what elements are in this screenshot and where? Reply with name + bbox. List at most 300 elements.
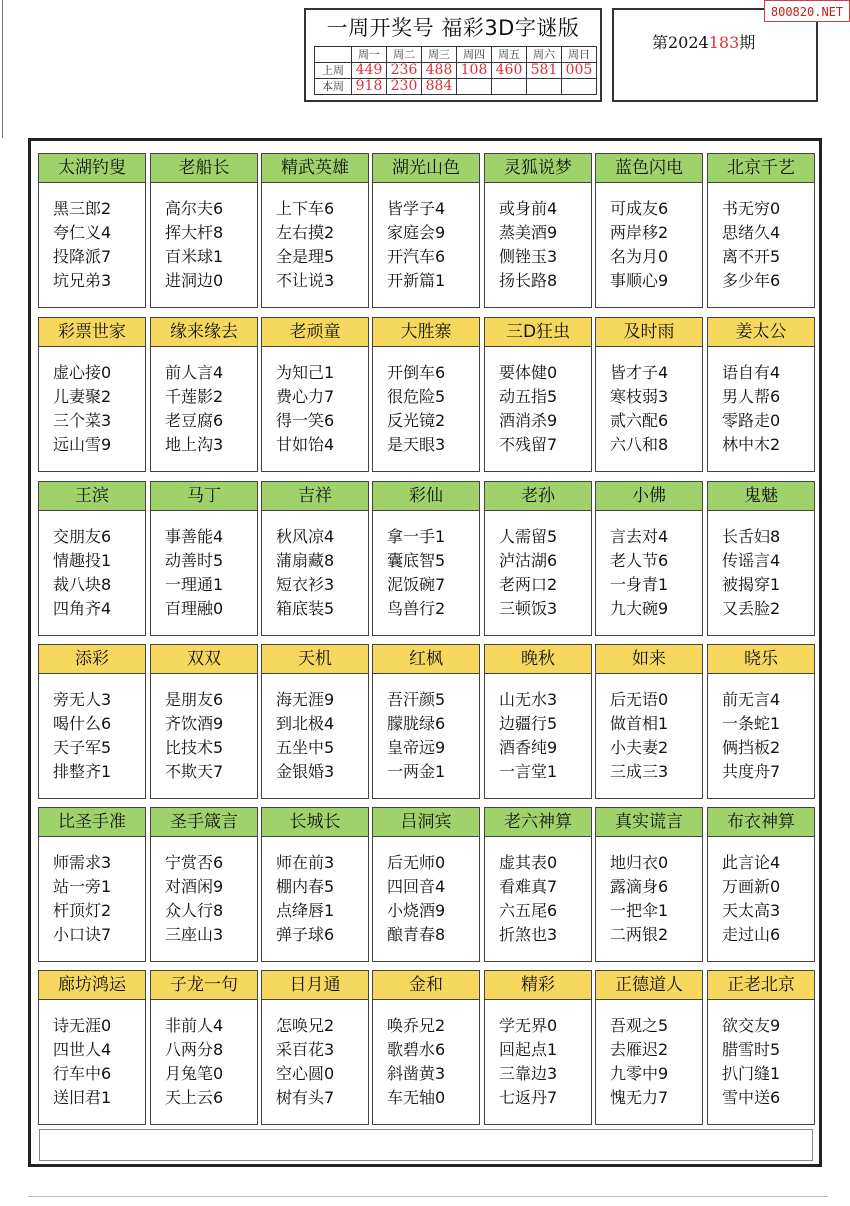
riddle-line: 坑兄弟3 (53, 271, 112, 290)
riddle-line: 斜凿黄3 (387, 1064, 446, 1083)
riddle-line: 站一旁1 (53, 877, 112, 896)
riddle-card (707, 807, 815, 962)
card-author: 晓乐 (708, 645, 814, 674)
card-body (262, 347, 368, 471)
riddle-line: 一身青1 (610, 575, 669, 594)
result-number: 005 (562, 63, 597, 79)
riddle-card (38, 644, 146, 799)
riddle-line: 要体健0 (499, 363, 558, 382)
riddle-line: 侧锉玉3 (499, 247, 558, 266)
riddle-card (707, 153, 815, 308)
card-author: 日月通 (262, 971, 368, 1000)
riddle-line: 三靠边3 (499, 1064, 558, 1083)
riddle-line: 七返丹7 (499, 1088, 558, 1107)
riddle-line: 酒香纯9 (499, 738, 558, 757)
card-author: 真实谎言 (596, 808, 702, 837)
issue-digits: 183 (708, 33, 740, 52)
riddle-line: 人需留5 (499, 527, 558, 546)
card-body (262, 183, 368, 307)
card-body (373, 183, 479, 307)
card-body (262, 1000, 368, 1124)
result-number: 460 (492, 63, 527, 79)
riddle-card (261, 481, 369, 636)
riddle-line: 鸟兽行2 (387, 599, 446, 618)
riddle-card (484, 644, 592, 799)
riddle-line: 小烧酒9 (387, 901, 446, 920)
card-author: 老孙 (485, 482, 591, 511)
riddle-line: 一条蛇1 (722, 714, 781, 733)
riddle-line: 书无穷0 (722, 199, 781, 218)
riddle-line: 欲交友9 (722, 1016, 781, 1035)
riddle-line: 情趣投1 (53, 551, 112, 570)
riddle-line: 天太高3 (722, 901, 781, 920)
riddle-line: 思绪久4 (722, 223, 781, 242)
day-header: 周四 (457, 47, 492, 63)
day-header: 周六 (527, 47, 562, 63)
riddle-card (372, 807, 480, 962)
card-body (596, 837, 702, 961)
riddle-card (484, 970, 592, 1125)
card-body (485, 674, 591, 798)
issue-prefix: 第2024 (652, 33, 709, 52)
riddle-line: 交朋友6 (53, 527, 112, 546)
result-number (492, 79, 527, 95)
riddle-line: 事顺心9 (610, 271, 669, 290)
card-body (151, 183, 257, 307)
card-body (39, 674, 145, 798)
day-header: 周五 (492, 47, 527, 63)
riddle-line: 露滴身6 (610, 877, 669, 896)
riddle-line: 上下车6 (276, 199, 335, 218)
riddle-line: 林中木2 (722, 435, 781, 454)
riddle-line: 酿青春8 (387, 925, 446, 944)
riddle-line: 地上沟3 (165, 435, 224, 454)
riddle-card (484, 807, 592, 962)
riddle-line: 挥大杆8 (165, 223, 224, 242)
riddle-line: 动五指5 (499, 387, 558, 406)
riddle-card (707, 644, 815, 799)
riddle-line: 寒枝弱3 (610, 387, 669, 406)
riddle-card (150, 970, 258, 1125)
result-number: 236 (387, 63, 422, 79)
card-author: 金和 (373, 971, 479, 1000)
riddle-line: 多少年6 (722, 271, 781, 290)
riddle-card (595, 153, 703, 308)
riddle-line: 左右摸2 (276, 223, 335, 242)
card-author: 彩仙 (373, 482, 479, 511)
riddle-line: 一两金1 (387, 762, 446, 781)
card-author: 比圣手准 (39, 808, 145, 837)
riddle-line: 拿一手1 (387, 527, 446, 546)
riddle-card (150, 317, 258, 472)
riddle-line: 空心圆0 (276, 1064, 335, 1083)
riddle-line: 家庭会9 (387, 223, 446, 242)
card-author: 三D狂虫 (485, 318, 591, 347)
card-author: 精武英雄 (262, 154, 368, 183)
card-body (485, 511, 591, 635)
riddle-card (150, 481, 258, 636)
card-author: 子龙一句 (151, 971, 257, 1000)
card-body (708, 674, 814, 798)
riddle-line: 排整齐1 (53, 762, 112, 781)
riddle-line: 俩挡板2 (722, 738, 781, 757)
card-body (485, 1000, 591, 1124)
riddle-line: 高尔夫6 (165, 199, 224, 218)
riddle-line: 杆顶灯2 (53, 901, 112, 920)
last-week-row (315, 63, 597, 79)
riddle-line: 长舌妇8 (722, 527, 781, 546)
riddle-line: 开新篇1 (387, 271, 446, 290)
card-body (39, 511, 145, 635)
riddle-line: 箱底装5 (276, 599, 335, 618)
riddle-line: 投降派7 (53, 247, 112, 266)
riddle-line: 扒门缝1 (722, 1064, 781, 1083)
card-author: 灵狐说梦 (485, 154, 591, 183)
card-body (373, 674, 479, 798)
card-author: 吉祥 (262, 482, 368, 511)
result-number (527, 79, 562, 95)
riddle-line: 师需求3 (53, 853, 112, 872)
riddle-card (484, 317, 592, 472)
card-body (708, 837, 814, 961)
card-body (596, 347, 702, 471)
riddle-card (595, 807, 703, 962)
card-body (708, 347, 814, 471)
riddle-line: 前无言4 (722, 690, 781, 709)
riddle-line: 众人行8 (165, 901, 224, 920)
riddle-line: 蒸美酒9 (499, 223, 558, 242)
riddle-line: 全是理5 (276, 247, 335, 266)
riddle-line: 进洞边0 (165, 271, 224, 290)
riddle-line: 采百花3 (276, 1040, 335, 1059)
riddle-line: 山无水3 (499, 690, 558, 709)
riddle-card (261, 153, 369, 308)
card-author: 红枫 (373, 645, 479, 674)
riddle-card (595, 970, 703, 1125)
riddle-line: 看难真7 (499, 877, 558, 896)
riddle-line: 扬长路8 (499, 271, 558, 290)
result-number: 884 (422, 79, 457, 95)
riddle-line: 不欺天7 (165, 762, 224, 781)
riddle-line: 点绛唇1 (276, 901, 335, 920)
riddle-card (707, 481, 815, 636)
riddle-line: 费心力7 (276, 387, 335, 406)
riddle-card (150, 807, 258, 962)
riddle-line: 囊底智5 (387, 551, 446, 570)
card-body (151, 674, 257, 798)
riddle-line: 老人节6 (610, 551, 669, 570)
corner-cell (315, 47, 352, 63)
riddle-line: 甘如饴4 (276, 435, 335, 454)
riddle-line: 弹子球6 (276, 925, 335, 944)
riddle-line: 又丢脸2 (722, 599, 781, 618)
card-author: 晚秋 (485, 645, 591, 674)
riddle-card (595, 317, 703, 472)
card-body (373, 347, 479, 471)
riddle-line: 三座山3 (165, 925, 224, 944)
riddle-card (261, 807, 369, 962)
riddle-line: 前人言4 (165, 363, 224, 382)
riddle-line: 朦胧绿6 (387, 714, 446, 733)
riddle-line: 虚心接0 (53, 363, 112, 382)
header-title: 一周开奖号 福彩3D字谜版 (326, 16, 580, 40)
riddle-line: 事善能4 (165, 527, 224, 546)
riddle-line: 腊雪时5 (722, 1040, 781, 1059)
card-author: 圣手箴言 (151, 808, 257, 837)
riddle-line: 对酒闲9 (165, 877, 224, 896)
riddle-line: 很危险5 (387, 387, 446, 406)
card-author: 大胜寨 (373, 318, 479, 347)
card-body (151, 1000, 257, 1124)
riddle-line: 车无轴0 (387, 1088, 446, 1107)
riddle-line: 共度舟7 (722, 762, 781, 781)
riddle-line: 是朋友6 (165, 690, 224, 709)
riddle-line: 短衣衫3 (276, 575, 335, 594)
riddle-line: 六五尾6 (499, 901, 558, 920)
card-author: 正老北京 (708, 971, 814, 1000)
riddle-line: 为知己1 (276, 363, 335, 382)
days-row (315, 47, 597, 63)
riddle-line: 皆学子4 (387, 199, 446, 218)
row-label: 本周 (315, 79, 352, 95)
riddle-line: 去雁迟2 (610, 1040, 669, 1059)
card-author: 廊坊鸿运 (39, 971, 145, 1000)
card-body (596, 511, 702, 635)
card-body (39, 1000, 145, 1124)
riddle-line: 月兔笔0 (165, 1064, 224, 1083)
riddle-card (261, 644, 369, 799)
riddle-card (707, 317, 815, 472)
card-author: 蓝色闪电 (596, 154, 702, 183)
result-number (562, 79, 597, 95)
card-author: 鬼魅 (708, 482, 814, 511)
riddle-line: 学无界0 (499, 1016, 558, 1035)
riddle-line: 老豆腐6 (165, 411, 224, 430)
riddle-card (372, 317, 480, 472)
riddle-line: 五坐中5 (276, 738, 335, 757)
riddle-line: 折煞也3 (499, 925, 558, 944)
card-author: 老六神算 (485, 808, 591, 837)
riddle-line: 泥饭碗7 (387, 575, 446, 594)
riddle-line: 树有头7 (276, 1088, 335, 1107)
riddle-card (38, 970, 146, 1125)
result-number: 449 (352, 63, 387, 79)
riddle-line: 远山雪9 (53, 435, 112, 454)
card-author: 小佛 (596, 482, 702, 511)
riddle-line: 吾汗颜5 (387, 690, 446, 709)
weekly-results-table (314, 46, 597, 95)
riddle-line: 一理通1 (165, 575, 224, 594)
card-body (596, 183, 702, 307)
card-author: 马丁 (151, 482, 257, 511)
card-body (596, 674, 702, 798)
day-header: 周二 (387, 47, 422, 63)
riddle-card (38, 317, 146, 472)
riddle-card (484, 153, 592, 308)
day-header: 周日 (562, 47, 597, 63)
riddle-card (372, 153, 480, 308)
riddle-line: 唤乔兄2 (387, 1016, 446, 1035)
riddle-line: 不残留7 (499, 435, 558, 454)
riddle-line: 后无语0 (610, 690, 669, 709)
riddle-line: 万画新0 (722, 877, 781, 896)
riddle-line: 秋风凉4 (276, 527, 335, 546)
riddle-line: 是天眼3 (387, 435, 446, 454)
card-author: 老顽童 (262, 318, 368, 347)
card-author: 精彩 (485, 971, 591, 1000)
riddle-card (38, 807, 146, 962)
riddle-line: 不让说3 (276, 271, 335, 290)
card-author: 如来 (596, 645, 702, 674)
riddle-line: 天上云6 (165, 1088, 224, 1107)
riddle-line: 二两银2 (610, 925, 669, 944)
card-author: 添彩 (39, 645, 145, 674)
bottom-rule (28, 1196, 828, 1197)
riddle-line: 金银婚3 (276, 762, 335, 781)
riddle-line: 诗无涯0 (53, 1016, 112, 1035)
card-body (39, 183, 145, 307)
riddle-line: 三成三3 (610, 762, 669, 781)
card-author: 及时雨 (596, 318, 702, 347)
riddle-line: 旁无人3 (53, 690, 112, 709)
day-header: 周一 (352, 47, 387, 63)
riddle-line: 四世人4 (53, 1040, 112, 1059)
riddle-line: 齐饮酒9 (165, 714, 224, 733)
riddle-line: 可成友6 (610, 199, 669, 218)
riddle-line: 宁赏否6 (165, 853, 224, 872)
riddle-line: 小口诀7 (53, 925, 112, 944)
riddle-line: 百理融0 (165, 599, 224, 618)
riddle-line: 小夫妻2 (610, 738, 669, 757)
riddle-line: 蒲扇藏8 (276, 551, 335, 570)
card-author: 缘来缘去 (151, 318, 257, 347)
riddle-line: 地归衣0 (610, 853, 669, 872)
riddle-line: 送旧君1 (53, 1088, 112, 1107)
riddle-card (372, 970, 480, 1125)
card-author: 湖光山色 (373, 154, 479, 183)
riddle-line: 名为月0 (610, 247, 669, 266)
riddle-line: 动善时5 (165, 551, 224, 570)
riddle-line: 行车中6 (53, 1064, 112, 1083)
card-body (708, 183, 814, 307)
riddle-line: 后无师0 (387, 853, 446, 872)
card-body (485, 183, 591, 307)
riddle-card (150, 153, 258, 308)
card-author: 彩票世家 (39, 318, 145, 347)
riddle-line: 裁八块8 (53, 575, 112, 594)
riddle-line: 两岸移2 (610, 223, 669, 242)
day-header: 周三 (422, 47, 457, 63)
riddle-card (595, 481, 703, 636)
riddle-line: 零路走0 (722, 411, 781, 430)
riddle-line: 百米球1 (165, 247, 224, 266)
issue-suffix: 期 (739, 33, 756, 52)
row-label: 上周 (315, 63, 352, 79)
riddle-line: 被揭穿1 (722, 575, 781, 594)
card-author: 长城长 (262, 808, 368, 837)
riddle-card (261, 970, 369, 1125)
riddle-line: 九大碗9 (610, 599, 669, 618)
card-body (151, 347, 257, 471)
riddle-card (38, 481, 146, 636)
card-body (485, 347, 591, 471)
result-number: 918 (352, 79, 387, 95)
result-number: 581 (527, 63, 562, 79)
riddle-line: 黑三郎2 (53, 199, 112, 218)
card-author: 姜太公 (708, 318, 814, 347)
riddle-line: 棚内春5 (276, 877, 335, 896)
card-body (262, 511, 368, 635)
riddle-line: 传谣言4 (722, 551, 781, 570)
card-author: 太湖钓叟 (39, 154, 145, 183)
riddle-line: 一言堂1 (499, 762, 558, 781)
riddle-line: 回起点1 (499, 1040, 558, 1059)
card-body (373, 837, 479, 961)
riddle-line: 男人帮6 (722, 387, 781, 406)
riddle-line: 酒消杀9 (499, 411, 558, 430)
riddle-line: 三个菜3 (53, 411, 112, 430)
card-body (373, 511, 479, 635)
card-body (151, 837, 257, 961)
card-author: 吕洞宾 (373, 808, 479, 837)
riddle-card (595, 644, 703, 799)
riddle-line: 六八和8 (610, 435, 669, 454)
this-week-row (315, 79, 597, 95)
riddle-line: 此言论4 (722, 853, 781, 872)
riddle-line: 三顿饭3 (499, 599, 558, 618)
result-number: 488 (422, 63, 457, 79)
riddle-card (707, 970, 815, 1125)
card-body (708, 511, 814, 635)
riddle-line: 到北极4 (276, 714, 335, 733)
riddle-line: 四回音4 (387, 877, 446, 896)
issue-number (652, 30, 755, 53)
riddle-line: 吾观之5 (610, 1016, 669, 1035)
card-author: 布衣神算 (708, 808, 814, 837)
riddle-line: 儿妻聚2 (53, 387, 112, 406)
riddle-grid-frame (28, 138, 822, 1167)
card-body (39, 837, 145, 961)
riddle-line: 离不开5 (722, 247, 781, 266)
site-watermark: 800820.NET (764, 0, 850, 22)
card-body (262, 837, 368, 961)
riddle-line: 九零中9 (610, 1064, 669, 1083)
result-number: 108 (457, 63, 492, 79)
card-author: 王滨 (39, 482, 145, 511)
draw-results-header (304, 8, 602, 102)
riddle-line: 皇帝远9 (387, 738, 446, 757)
card-body (373, 1000, 479, 1124)
card-body (262, 674, 368, 798)
riddle-line: 得一笑6 (276, 411, 335, 430)
card-body (151, 511, 257, 635)
riddle-line: 天子军5 (53, 738, 112, 757)
riddle-line: 语自有4 (722, 363, 781, 382)
result-number (457, 79, 492, 95)
card-body (708, 1000, 814, 1124)
card-author: 老船长 (151, 154, 257, 183)
riddle-line: 八两分8 (165, 1040, 224, 1059)
card-body (596, 1000, 702, 1124)
card-author: 双双 (151, 645, 257, 674)
riddle-line: 走过山6 (722, 925, 781, 944)
riddle-line: 做首相1 (610, 714, 669, 733)
riddle-line: 虚其表0 (499, 853, 558, 872)
card-author: 天机 (262, 645, 368, 674)
riddle-line: 一把伞1 (610, 901, 669, 920)
riddle-line: 海无涯9 (276, 690, 335, 709)
riddle-line: 千莲影2 (165, 387, 224, 406)
